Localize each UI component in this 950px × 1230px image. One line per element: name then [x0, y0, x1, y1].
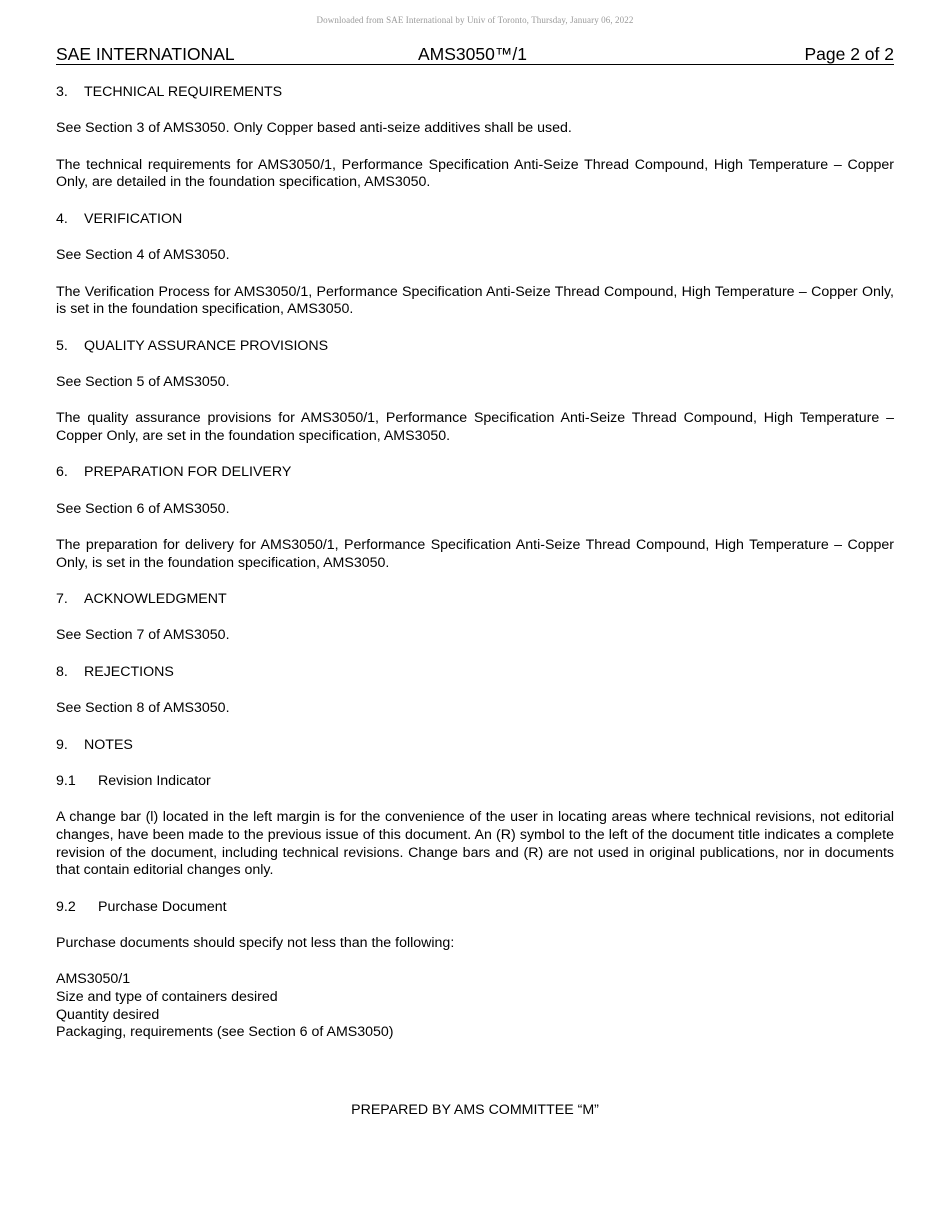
document-body	[56, 84, 894, 1042]
section-4-paragraph-1: See Section 4 of AMS3050.	[56, 247, 230, 264]
section-8-paragraph-1: See Section 8 of AMS3050.	[56, 700, 230, 717]
section-9-1-paragraph: A change bar (l) located in the left margin is for the convenience of the user in locating areas where technical revisions, not editorial changes, have been made to the previous issue of this document. An (R) symbol to the left of the document title indicates a complete revision of the document, including technical revisions. Change bars and (R) are not used in original publications, nor in documents that contain editorial changes only.	[56, 809, 894, 879]
section-3-paragraph-2: The technical requirements for AMS3050/1, Performance Specification Anti-Seize Thread Compound, High Temperature – Copper Only, are detailed in the foundation specification, AMS3050.	[56, 156, 894, 191]
section-9-2-paragraph: Purchase documents should specify not less than the following:	[56, 934, 455, 951]
section-5-paragraph-2: The quality assurance provisions for AMS3050/1, Performance Specification Anti-Seize Thread Compound, High Temperature – Copper Only, are set in the foundation specification, AMS3050.	[56, 410, 894, 444]
section-9-heading: 9. NOTES	[56, 736, 133, 753]
section-5-heading: 5. QUALITY ASSURANCE PROVISIONS	[56, 337, 329, 354]
page-header	[56, 44, 894, 65]
list-item: Quantity desired	[56, 1006, 160, 1023]
section-8-heading: 8. REJECTIONS	[56, 663, 174, 680]
section-7-heading: 7. ACKNOWLEDGMENT	[56, 591, 227, 608]
prepared-by-footer: PREPARED BY AMS COMMITTEE “M”	[351, 1102, 599, 1118]
section-6-heading: 6. PREPARATION FOR DELIVERY	[56, 464, 292, 481]
header-document-id: AMS3050™/1	[418, 44, 527, 64]
section-7-paragraph-1: See Section 7 of AMS3050.	[56, 627, 230, 644]
section-4-paragraph-2: The Verification Process for AMS3050/1, Performance Specification Anti-Seize Thread Compound, High Temperature – Copper Only, is set in the foundation specification, AMS3050.	[56, 283, 894, 318]
section-9-2-heading: 9.2 Purchase Document	[56, 898, 227, 915]
section-6-paragraph-1: See Section 6 of AMS3050.	[56, 500, 230, 517]
section-3-heading: 3. TECHNICAL REQUIREMENTS	[56, 84, 283, 100]
list-item: Packaging, requirements (see Section 6 of AMS3050)	[56, 1024, 394, 1041]
list-item: AMS3050/1	[56, 971, 131, 988]
download-watermark: Downloaded from SAE International by Univ of Toronto, Thursday, January 06, 2022	[316, 15, 634, 25]
section-3-paragraph-1: See Section 3 of AMS3050. Only Copper based anti-seize additives shall be used.	[56, 120, 572, 137]
section-4-heading: 4. VERIFICATION	[56, 210, 183, 227]
section-9-1-heading: 9.1 Revision Indicator	[56, 773, 211, 790]
section-5-paragraph-1: See Section 5 of AMS3050.	[56, 373, 230, 390]
list-item: Size and type of containers desired	[56, 988, 278, 1005]
header-page-number: Page 2 of 2	[804, 44, 894, 64]
purchase-requirements-list	[56, 971, 894, 1041]
header-organization: SAE INTERNATIONAL	[56, 44, 235, 64]
section-6-paragraph-2: The preparation for delivery for AMS3050/1, Performance Specification Anti-Seize Thread Compound, High Temperature – Copper Only, is set in the foundation specification, AMS3050.	[56, 537, 894, 571]
